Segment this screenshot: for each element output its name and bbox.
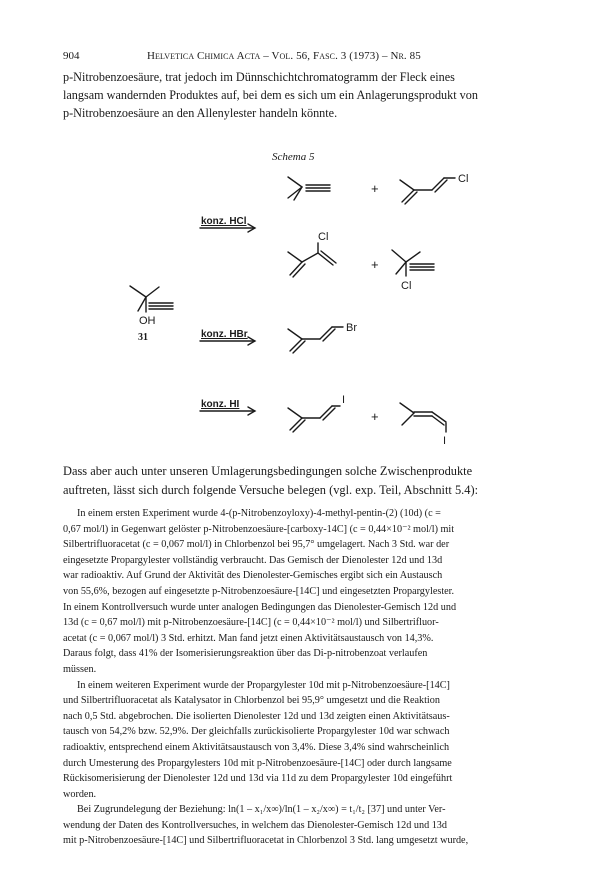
hydroxyl-label: OH bbox=[139, 315, 156, 327]
text-line: eingesetzte Propargylester vollständig verbraucht. Das Gemisch der Dienolester 12d und 13d bbox=[63, 554, 443, 566]
text-line: In einem weiteren Experiment wurde der Propargylester 10d mit p-Nitrobenzoesäure-[14C] bbox=[77, 679, 450, 691]
text-line: p-Nitrobenzoesäure an den Allenylester handeln könnte. bbox=[63, 106, 338, 120]
text-line: radioaktiv, entsprechend einem Aktivitätsaustausch von 3,4%. Diese 3,4% sind wahrscheinlich bbox=[63, 741, 450, 753]
reagent-hcl-label: konz. HCl bbox=[201, 216, 247, 227]
text-line: In einem Kontrollversuch wurde unter analogen Bedingungen das Dienolester-Gemisch 12d und bbox=[63, 601, 457, 613]
chloro-substituent: Cl bbox=[458, 173, 469, 185]
text-line: 13d (c = 0,67 mol/l) mit p-Nitrobenzoesäure-[14C] (c = 0,44×10⁻² mol/l) und Silbertrifluor- bbox=[63, 617, 439, 629]
text-line: und Silbertrifluoracetat als Katalysator in Chlorbenzol bei 95,9° umgesetzt und die Reaktion bbox=[63, 695, 440, 707]
text-line: war radioaktiv. Auf Grund der Aktivität des Dienolester-Gemisches ergibt sich ein Austausch bbox=[63, 570, 443, 582]
text-line: Daraus folgt, dass 41% der Isomerisierungsreaktion über das Di-p-nitrobenzoat verlaufen bbox=[63, 648, 428, 660]
reaction-arrows bbox=[200, 224, 255, 415]
reagent-hbr-label: konz. HBr bbox=[201, 329, 248, 340]
experiment-section bbox=[63, 506, 541, 849]
text-line: nach 0,5 Std. abgebrochen. Die isolierten Dienolester 12d und 13d zeigten einen Aktivitätsaus- bbox=[63, 710, 450, 722]
compound-number: 31 bbox=[138, 332, 148, 343]
product-iododiene-structure bbox=[288, 406, 340, 432]
text-line: acetat (c = 0,067 mol/l) 3 Std. erhitzt. Man fand jetzt einen Aktivitätsaustausch von 14,3%. bbox=[63, 632, 434, 644]
reagent-hi-label: konz. HI bbox=[201, 399, 240, 410]
iodo-substituent: I bbox=[342, 394, 346, 406]
plus-sign: + bbox=[371, 181, 379, 196]
text-line: Rückisomerisierung der Dienolester 12d und 13d via 11d zu dem Propargylester 10d eingeführt bbox=[63, 773, 453, 785]
text-line: p-Nitrobenzoesäure, trat jedoch im Dünnschichtchromatogramm der Fleck eines bbox=[63, 70, 455, 84]
product-enyne-structure bbox=[288, 177, 330, 200]
bromo-substituent: Br bbox=[346, 322, 357, 334]
text-line: 0,67 mol/l) in Gegenwart gelöster p-Nitrobenzoesäure-[carboxy-14C] (c = 0,44×10⁻² mol/l) mit bbox=[63, 523, 455, 535]
text-line: worden. bbox=[63, 788, 97, 800]
text-line: Bei Zugrundelegung der Beziehung: ln(1 – x₁/x∞)/ln(1 – x₂/x∞) = t₁/t₂ [37] und unter Ver- bbox=[77, 804, 446, 816]
text-line: müssen. bbox=[63, 663, 97, 675]
iodo-substituent: I bbox=[443, 435, 447, 447]
text-line: Dass aber auch unter unseren Umlagerungsbedingungen solche Zwischenprodukte bbox=[63, 464, 473, 478]
product-tertiary-chloride-structure bbox=[392, 250, 434, 276]
text-line: von 55,6%, bezogen auf eingesetzte p-Nitrobenzoesäure-[14C] und eingesetzten Propargylester. bbox=[63, 585, 455, 597]
scheme-label: Schema 5 bbox=[272, 151, 315, 163]
text-line: langsam wandernden Produktes auf, bei dem es sich um ein Anlagerungsprodukt von bbox=[63, 88, 478, 102]
text-line: mit p-Nitrobenzoesäure-[14C] und Silbertrifluoracetat in Chlorbenzol 3 Std. lang umgesetzt wurde, bbox=[63, 835, 469, 847]
chloro-substituent: Cl bbox=[318, 231, 329, 243]
text-line: Silbertrifluoracetat (c = 0,067 mol/l) in Chlorbenzol bei 95,7° umgelagert. Nach 3 Std. war der bbox=[63, 539, 450, 551]
chloro-substituent: Cl bbox=[401, 280, 412, 292]
product-iodoallene-structure bbox=[400, 403, 446, 432]
transition-paragraph bbox=[63, 462, 541, 500]
product-chloro-allylic-structure bbox=[288, 243, 336, 277]
plus-sign: + bbox=[371, 409, 379, 424]
text-line: In einem ersten Experiment wurde 4-(p-Nitrobenzoyloxy)-4-methyl-pentin-(2) (10d) (c = bbox=[77, 508, 441, 519]
text-line: tausch von 54,2% bzw. 52,9%. Der gleichfalls zurückisolierte Propargylester 10d war schwach bbox=[63, 726, 450, 738]
plus-sign: + bbox=[371, 257, 379, 272]
text-line: auftreten, lässt sich durch folgende Versuche belegen (vgl. exp. Teil, Abschnitt 5.4): bbox=[63, 483, 479, 497]
product-bromodiene-structure bbox=[288, 327, 343, 353]
product-chlorodiene-structure bbox=[400, 178, 455, 204]
running-title: Helvetica Chimica Acta – Vol. 56, Fasc. 3 (1973) – Nr. 85 bbox=[147, 50, 421, 62]
page-number: 904 bbox=[63, 50, 80, 62]
starting-alcohol-structure bbox=[130, 286, 173, 312]
text-line: durch Umesterung des Propargylesters 10d mit p-Nitrobenzoesäure-[14C] oder durch langsame bbox=[63, 757, 452, 769]
text-line: wendung der Daten des Kontrollversuches, in welchem das Dienolester-Gemisch 12d und 13d bbox=[63, 819, 447, 831]
